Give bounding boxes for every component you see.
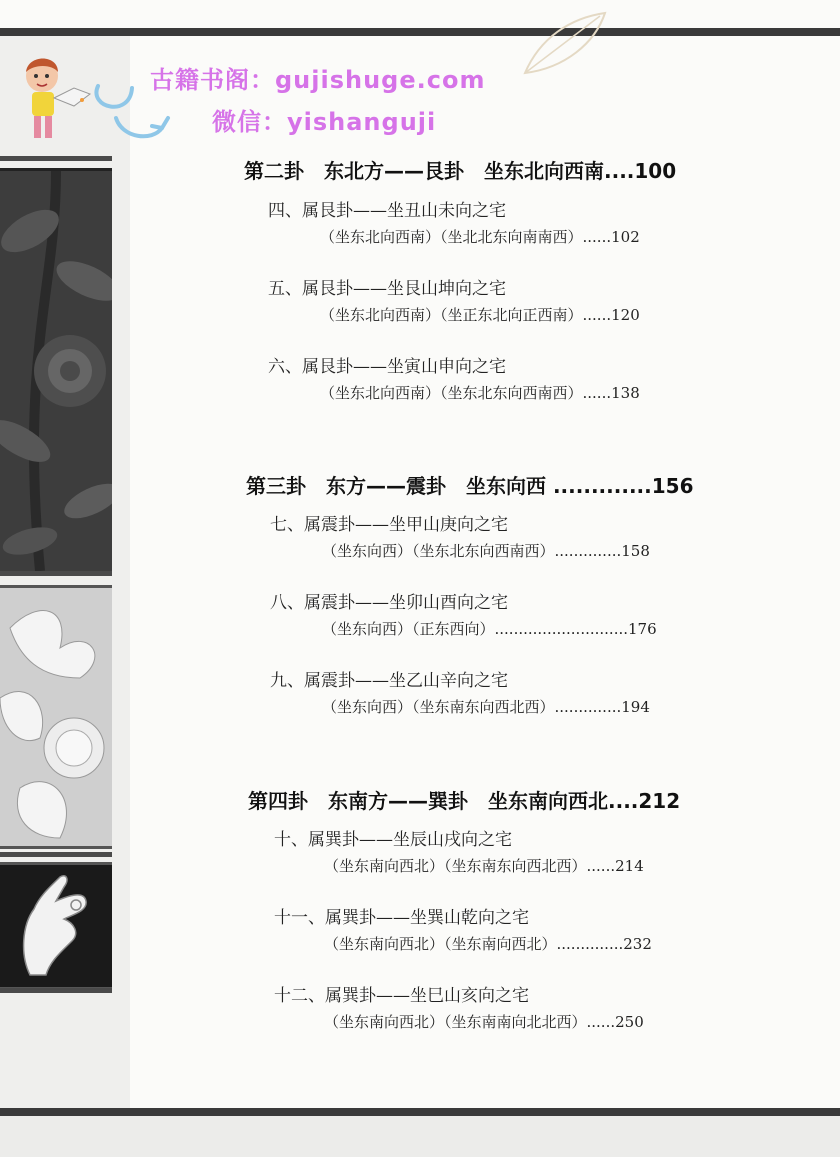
toc-entry-title: 九、属震卦——坐乙山辛向之宅 bbox=[270, 671, 508, 691]
watermark-wechat: 微信：yishanguji bbox=[212, 108, 437, 136]
decorative-rule bbox=[0, 852, 112, 857]
top-border-bar bbox=[0, 28, 840, 36]
bottom-margin bbox=[0, 1116, 840, 1157]
flower-ornament-icon bbox=[0, 585, 112, 849]
chapter-heading: 第四卦 东南方——巽卦 坐东南向西北....212 bbox=[248, 789, 681, 813]
toc-entry-detail: （坐东南向西北）（坐东南向西北）..............232 bbox=[324, 935, 652, 953]
peony-ornament-icon bbox=[0, 168, 112, 574]
toc-entry-title: 五、属艮卦——坐艮山坤向之宅 bbox=[268, 279, 506, 299]
toc-entry-title: 十一、属巽卦——坐巽山乾向之宅 bbox=[274, 908, 529, 928]
decorative-rule bbox=[0, 988, 112, 993]
toc-entry-title: 八、属震卦——坐卯山酉向之宅 bbox=[270, 593, 508, 613]
toc-entry-title: 十、属巽卦——坐辰山戌向之宅 bbox=[274, 830, 512, 850]
watermark-site: 古籍书阁：gujishuge.com bbox=[150, 66, 486, 94]
toc-entry-detail: （坐东北向西南）（坐正东北向正西南）......120 bbox=[320, 306, 640, 324]
chapter-heading: 第三卦 东方——震卦 坐东向西 .............156 bbox=[246, 474, 694, 498]
decorative-rule bbox=[0, 571, 112, 576]
mascot-with-megaphone-icon bbox=[12, 48, 172, 152]
toc-entry-title: 七、属震卦——坐甲山庚向之宅 bbox=[270, 515, 508, 535]
toc-entry-detail: （坐东北向西南）（坐东北东向西南西）......138 bbox=[320, 384, 640, 402]
toc-entry-detail: （坐东向西）（坐东北东向西南西）..............158 bbox=[322, 542, 650, 560]
toc-entry-detail: （坐东北向西南）（坐北北东向南南西）......102 bbox=[320, 228, 640, 246]
toc-entry-title: 六、属艮卦——坐寅山申向之宅 bbox=[268, 357, 506, 377]
leaf-icon bbox=[520, 8, 610, 82]
toc-entry-detail: （坐东南向西北）（坐东南南向北北西）......250 bbox=[324, 1013, 644, 1031]
toc-entry-detail: （坐东向西）（正东西向）............................176 bbox=[322, 620, 657, 638]
bottom-border-bar bbox=[0, 1108, 840, 1116]
toc-entry-detail: （坐东南向西北）（坐东南东向西北西）......214 bbox=[324, 857, 644, 875]
toc-entry-title: 四、属艮卦——坐丑山未向之宅 bbox=[268, 201, 506, 221]
chapter-heading: 第二卦 东北方——艮卦 坐东北向西南....100 bbox=[244, 159, 677, 183]
toc-entry-detail: （坐东向西）（坐东南东向西北西）..............194 bbox=[322, 698, 650, 716]
toc-entry-title: 十二、属巽卦——坐巳山亥向之宅 bbox=[274, 986, 529, 1006]
decorative-rule bbox=[0, 156, 112, 161]
buddha-hand-icon bbox=[0, 862, 112, 990]
